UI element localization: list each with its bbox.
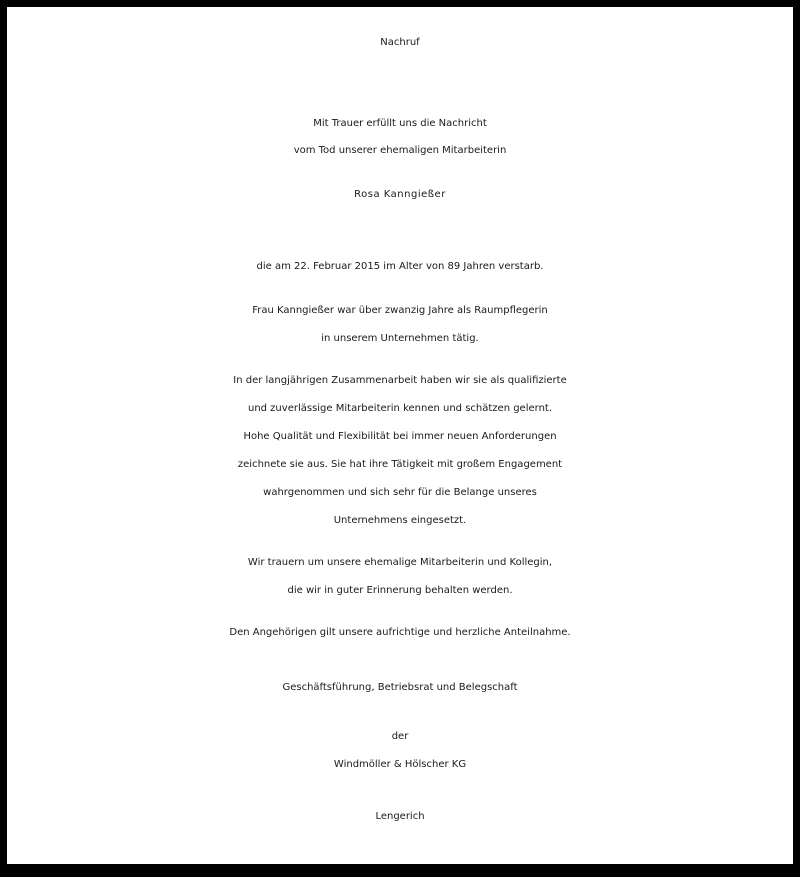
death-line: die am 22. Februar 2015 im Alter von 89 Jahren verstarb. — [256, 261, 544, 272]
mourning-line-2: die wir in guter Erinnerung behalten werden. — [287, 585, 513, 596]
employment-line-2: in unserem Unternehmen tätig. — [321, 333, 479, 344]
obituary-notice — [7, 7, 793, 864]
company-location: Lengerich — [375, 811, 425, 822]
deceased-name: Rosa Kanngießer — [354, 189, 446, 200]
tribute-line-1: In der langjährigen Zusammenarbeit haben wir sie als qualifizierte — [233, 375, 567, 386]
signatory-groups: Geschäftsführung, Betriebsrat und Belegschaft — [282, 682, 518, 693]
tribute-line-3: Hohe Qualität und Flexibilität bei immer neuen Anforderungen — [243, 431, 557, 442]
intro-line-2: vom Tod unserer ehemaligen Mitarbeiterin — [293, 145, 507, 156]
tribute-line-4: zeichnete sie aus. Sie hat ihre Tätigkeit mit großem Engagement — [237, 459, 563, 470]
signatory-connector: der — [391, 731, 409, 742]
intro-line-1: Mit Trauer erfüllt uns die Nachricht — [313, 118, 487, 129]
notice-title: Nachruf — [380, 37, 420, 48]
condolence-line: Den Angehörigen gilt unsere aufrichtige und herzliche Anteilnahme. — [229, 627, 571, 638]
tribute-line-5: wahrgenommen und sich sehr für die Belange unseres — [263, 487, 537, 498]
employment-line-1: Frau Kanngießer war über zwanzig Jahre als Raumpflegerin — [252, 305, 548, 316]
tribute-line-6: Unternehmens eingesetzt. — [333, 515, 467, 526]
tribute-line-2: und zuverlässige Mitarbeiterin kennen und schätzen gelernt. — [247, 403, 553, 414]
company-name: Windmöller & Hölscher KG — [333, 759, 467, 770]
mourning-line-1: Wir trauern um unsere ehemalige Mitarbeiterin und Kollegin, — [247, 557, 553, 568]
